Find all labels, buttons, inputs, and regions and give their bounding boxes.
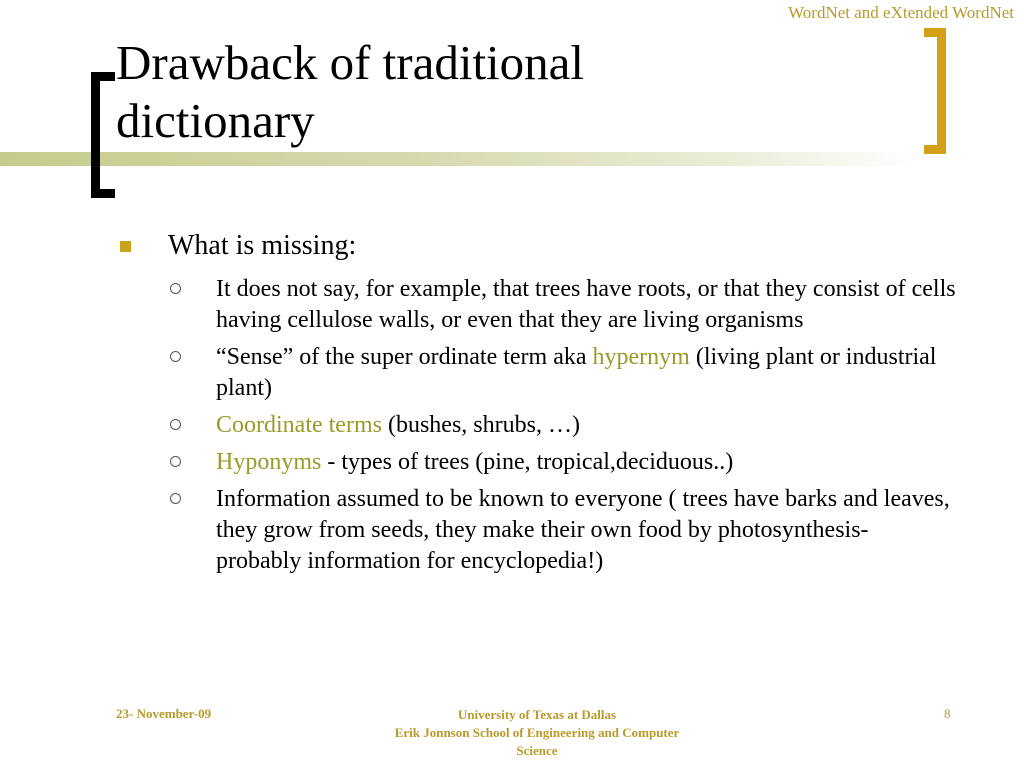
circle-bullet-icon bbox=[170, 351, 181, 362]
right-bracket-decoration bbox=[924, 28, 946, 154]
footer-line: Science bbox=[516, 743, 558, 758]
sub-bullet-text: “Sense” of the super ordinate term aka bbox=[216, 344, 593, 370]
square-bullet-icon bbox=[120, 241, 131, 252]
left-bracket-decoration bbox=[91, 72, 115, 198]
footer-line: Erik Jonnson School of Engineering and Computer bbox=[394, 725, 680, 740]
sub-bullet-text: (bushes, shrubs, …) bbox=[381, 412, 580, 438]
sub-bullet-item bbox=[118, 342, 958, 404]
bullet-text: What is missing: bbox=[168, 230, 357, 261]
sub-bullet-item bbox=[118, 274, 958, 336]
footer-institution bbox=[372, 706, 702, 760]
sub-bullet-text: - types of trees (pine, tropical,deciduous..) bbox=[321, 449, 734, 475]
circle-bullet-icon bbox=[170, 419, 181, 430]
circle-bullet-icon bbox=[170, 493, 181, 504]
bullet-item bbox=[118, 228, 958, 264]
slide-title-line1: Drawback of traditional bbox=[116, 35, 585, 90]
sub-bullet-item bbox=[118, 447, 958, 478]
sub-bullet-item bbox=[118, 410, 958, 441]
title-band bbox=[0, 152, 920, 166]
sub-bullet-text: It does not say, for example, that trees have roots, or that they consist of cells having cellulose walls, or even that they are living organisms bbox=[216, 276, 956, 333]
highlight-term: Coordinate terms bbox=[216, 412, 382, 438]
footer-date: 23- November-09 bbox=[116, 706, 212, 721]
circle-bullet-icon bbox=[170, 283, 181, 294]
sub-bullet-text: Information assumed to be known to everyone ( trees have barks and leaves, they grow from seeds, they make their own food by photosynthesis- probably information for encyclopedia!) bbox=[216, 486, 950, 574]
header-text: WordNet and eXtended WordNet bbox=[788, 3, 1014, 22]
footer-line: University of Texas at Dallas bbox=[457, 707, 617, 722]
slide-content bbox=[118, 228, 958, 583]
circle-bullet-icon bbox=[170, 456, 181, 467]
highlight-term: hypernym bbox=[592, 344, 690, 370]
slide-title-line2: dictionary bbox=[116, 93, 315, 148]
page-number: 8 bbox=[944, 706, 951, 721]
highlight-term: Hyponyms bbox=[216, 449, 322, 475]
sub-bullet-item bbox=[118, 484, 958, 577]
slide-title bbox=[116, 34, 816, 150]
sub-bullet-text: (living plant or industrial plant) bbox=[216, 344, 937, 401]
